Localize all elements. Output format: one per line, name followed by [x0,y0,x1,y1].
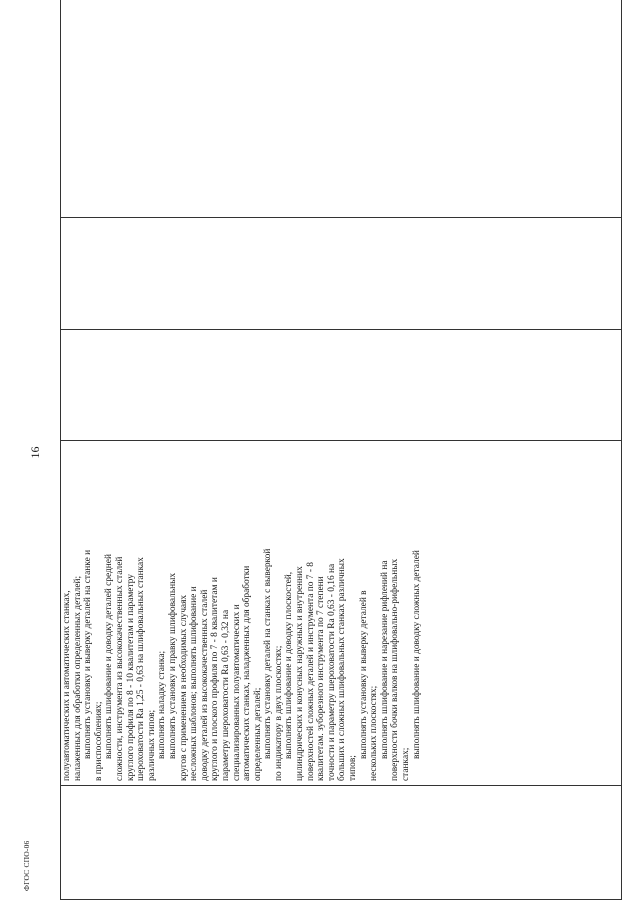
text-line: специализированных полуавтоматических и [231,604,242,781]
text-line: автоматических станках, наладженных для обработки [242,565,253,781]
text-line: выполнять установку и выверку деталей на станке и [83,549,94,759]
text-line: круглого и плоского профиля по 7 - 8 квалитетам и [210,577,221,781]
table-cell-skills [61,441,622,786]
text-line: выполнять установку и правку шлифовальных [167,572,178,759]
table-cell-5 [61,0,622,218]
table-cell-3 [61,330,622,441]
document-code: ФГОС СПО-06 [22,840,31,891]
text-line: определенных деталей; [252,687,263,781]
table-row [61,0,622,900]
text-line: станках; [401,747,411,781]
table-cell-4 [61,218,622,330]
text-line: выполнять наладку станка; [157,650,168,759]
text-line: доводку деталей из высококачественных сталей [199,589,210,781]
text-line: выполнять шлифование и доводку сложных деталей [411,550,422,759]
text-line: больших и сложных шлифовальных станках различных [337,558,348,781]
text-line: кругов с применением в необходимых случаях [178,594,189,781]
text-line: круглого профиля по 8 - 10 квалитетам и параметру [125,574,136,781]
text-line: полуавтоматических и автоматических станках, [62,590,72,781]
table-cell-first [61,786,622,900]
text-line: выполнять установку и выверку деталей в [358,590,369,759]
text-line: квалитетам. зуборезного инструмента по 7 степени [316,576,327,781]
text-line: в приспособлениях; [93,701,104,781]
text-line: по индикатору в двух плоскостях; [273,645,284,781]
text-line: параметру шероховатости Ra 0,63 - 0,32 на [220,609,231,781]
text-line: поверхностей сложных деталей и инструмента по 7 - 8 [305,562,316,781]
skills-text [62,445,422,781]
text-line: точности и параметру шероховатости Ra 0,63 - 0,16 на [326,563,337,781]
text-line: несложных шаблонов; выполнять шлифование и [189,586,200,781]
text-line: шероховатости Ra 1,25 - 0,63 на шлифовальных станках [136,557,147,781]
text-line: выполнять шлифование и доводку деталей средней [104,554,115,759]
text-line: налаженных для обработки определенных деталей; [72,575,83,781]
text-line: различных типов; [146,709,157,781]
text-line: выполнять установку деталей на станках с выверкой [263,548,274,759]
competency-table [60,0,622,900]
text-line: типов; [348,755,359,781]
text-line: поверхности бочки валков на шлифовально-рифельных [390,558,401,781]
text-line: нескольких плоскостях; [369,685,380,781]
text-line: сложности, инструмента из высококачественных сталей [114,556,125,781]
text-line: цилиндрических и конусных наружных и внутренних [295,566,306,781]
page-number: 16 [28,446,42,459]
text-line: выполнять шлифование и нарезание рифлений на [379,560,390,759]
text-line: выполнять шлифование и доводку плоскостей, [284,571,295,759]
